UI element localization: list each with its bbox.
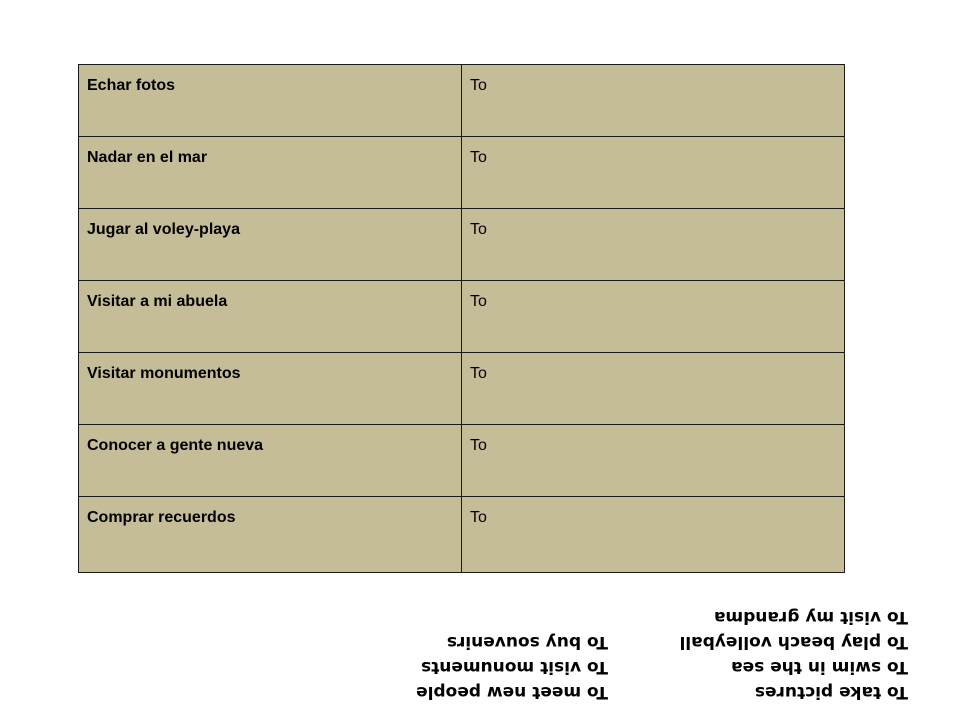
answer-column <box>350 629 608 704</box>
answer-line: To visit monuments <box>420 657 608 677</box>
answer-line: To take pictures <box>754 682 908 702</box>
table-row <box>79 425 845 497</box>
spanish-phrase-cell: Visitar monumentos <box>79 353 462 425</box>
answer-line: To buy souvenirs <box>446 632 608 652</box>
table-row <box>79 65 845 137</box>
answer-column <box>618 604 908 704</box>
spanish-phrase-cell: Nadar en el mar <box>79 137 462 209</box>
answer-line: To swim in the sea <box>731 657 908 677</box>
spanish-phrase-cell: Echar fotos <box>79 65 462 137</box>
spanish-phrase-cell: Visitar a mi abuela <box>79 281 462 353</box>
spanish-phrase-cell: Conocer a gente nueva <box>79 425 462 497</box>
answer-line: To visit my grandma <box>713 607 908 627</box>
english-translation-cell: To <box>462 137 845 209</box>
english-translation-cell: To <box>462 425 845 497</box>
upside-down-answer-key <box>350 600 908 704</box>
spanish-phrase-cell: Comprar recuerdos <box>79 497 462 573</box>
table-row <box>79 281 845 353</box>
english-translation-cell: To <box>462 65 845 137</box>
table-row <box>79 209 845 281</box>
table-row <box>79 353 845 425</box>
english-translation-cell: To <box>462 281 845 353</box>
answer-line: To meet new people <box>416 682 608 702</box>
table-row <box>79 137 845 209</box>
vocabulary-table <box>78 64 845 573</box>
answer-line: To play beach volleyball <box>679 632 908 652</box>
table-row <box>79 497 845 573</box>
spanish-phrase-cell: Jugar al voley-playa <box>79 209 462 281</box>
english-translation-cell: To <box>462 497 845 573</box>
english-translation-cell: To <box>462 353 845 425</box>
english-translation-cell: To <box>462 209 845 281</box>
